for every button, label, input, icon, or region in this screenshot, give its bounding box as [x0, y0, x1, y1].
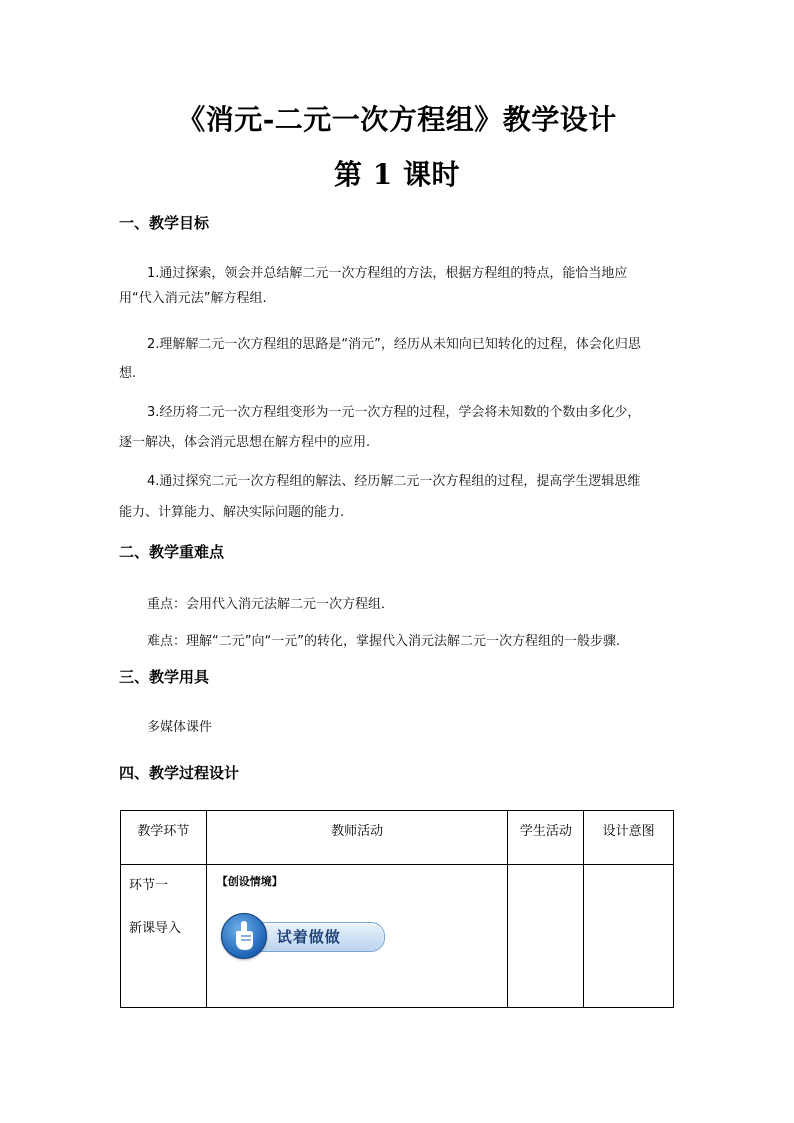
student-activity-cell [508, 865, 584, 1008]
goal-item-4 [119, 466, 679, 528]
stage-cell [121, 865, 207, 1008]
section-heading-tools: 三、教学用具 [119, 668, 210, 686]
column-header-intent: 设计意图 [584, 811, 674, 865]
try-it-button-label: 试着做做 [276, 928, 341, 946]
column-header-student: 学生活动 [508, 811, 584, 865]
goal-item-1-line2: 用“代入消元法”解方程组. [119, 291, 267, 306]
difficulty-text: 难点：理解“二元”向“一元”的转化，掌握代入消元法解二元一次方程组的一般步骤. [147, 634, 621, 649]
column-header-teacher: 教师活动 [206, 811, 508, 865]
pointing-hand-icon [221, 913, 267, 959]
goal-item-4-line1: 4.通过探究二元一次方程组的解法、经历解二元一次方程组的过程，提高学生逻辑思维 [147, 474, 641, 489]
process-table [120, 810, 674, 1008]
table-row [121, 865, 674, 1008]
section-heading-goals: 一、教学目标 [119, 214, 210, 232]
goal-item-2-line1: 2.理解解二元一次方程组的思路是“消元”，经历从未知向已知转化的过程，体会化归思 [147, 337, 641, 352]
section-heading-key-points: 二、教学重难点 [119, 543, 225, 561]
goal-item-1-line1: 1.通过探索，领会并总结解二元一次方程组的方法，根据方程组的特点，能恰当地应 [147, 266, 628, 281]
goal-item-2 [119, 330, 679, 388]
document-subtitle: 第 1 课时 [334, 158, 460, 191]
design-intent-cell [584, 865, 674, 1008]
tools-content: 多媒体课件 [147, 720, 213, 735]
key-point-text: 重点：会用代入消元法解二元一次方程组． [147, 597, 395, 612]
goal-item-3-line2: 逐一解决，体会消元思想在解方程中的应用. [119, 435, 371, 450]
goal-item-2-line2: 想. [119, 366, 137, 381]
goal-item-3 [119, 398, 679, 458]
section-heading-process: 四、教学过程设计 [119, 764, 240, 782]
goal-item-1 [119, 261, 679, 311]
stage-label: 环节一 [129, 878, 169, 893]
table-header-row [121, 811, 674, 865]
goal-item-4-line2: 能力、计算能力、解决实际问题的能力. [119, 505, 345, 520]
try-it-button[interactable] [221, 913, 387, 959]
teacher-activity-tag: 【创设情境】 [216, 875, 283, 888]
stage-name: 新课导入 [129, 921, 182, 936]
document-title: 《消元-二元一次方程组》教学设计 [177, 103, 617, 136]
column-header-stage: 教学环节 [121, 811, 207, 865]
teacher-activity-cell [206, 865, 508, 1008]
goal-item-3-line1: 3.经历将二元一次方程组变形为一元一次方程的过程，学会将未知数的个数由多化少， [147, 405, 641, 420]
